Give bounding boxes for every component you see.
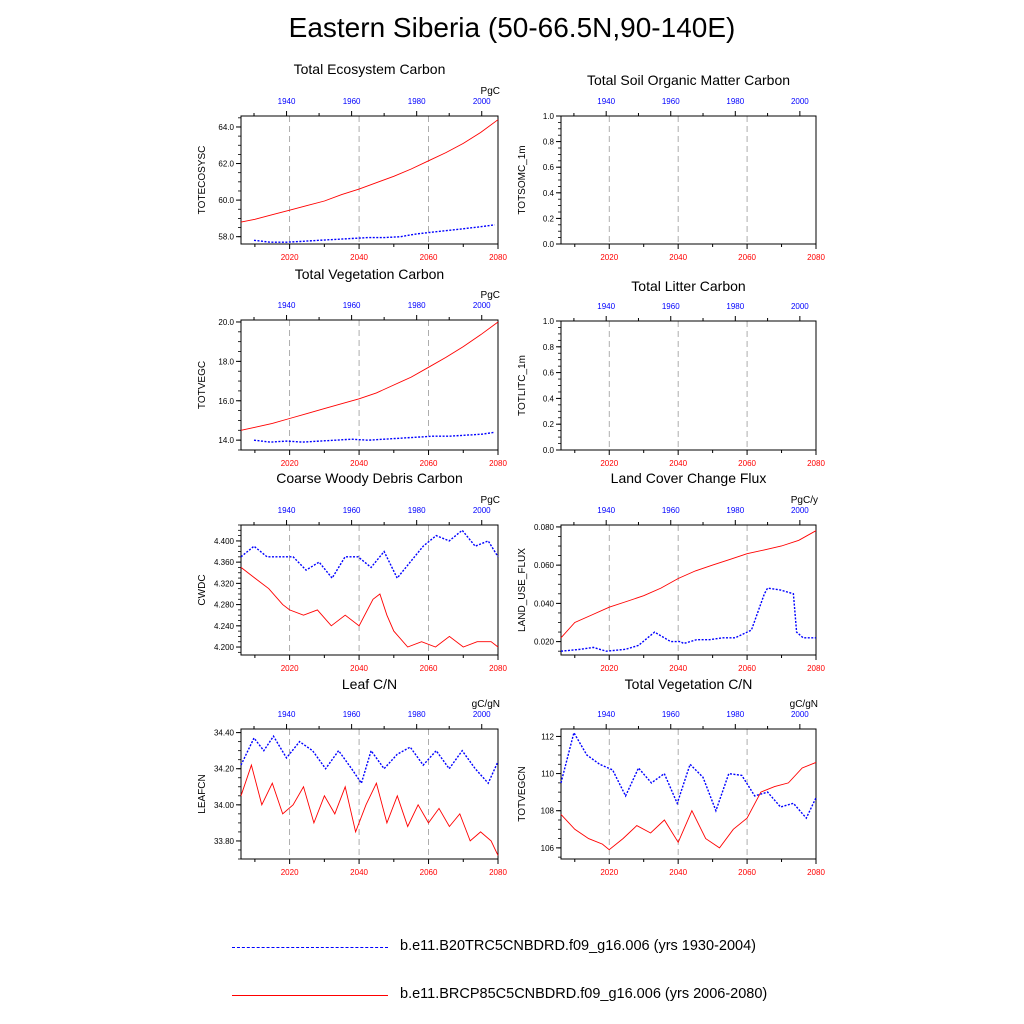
y-axis-label: TOTLITC_1m xyxy=(517,355,528,416)
units-label: gC/gN xyxy=(789,699,818,710)
y-tick-label: 0.4 xyxy=(542,188,554,198)
y-tick-label: 0.060 xyxy=(533,561,554,571)
y-axis-label: CWDC xyxy=(197,574,208,606)
units-label: gC/gN xyxy=(471,699,500,710)
x-tick-label-bottom: 2060 xyxy=(419,868,438,877)
y-tick-label: 34.20 xyxy=(213,764,234,774)
x-tick-label-top: 1980 xyxy=(407,97,426,106)
x-tick-label-bottom: 2060 xyxy=(419,664,438,673)
y-axis-label: LAND_USE_FLUX xyxy=(517,548,528,632)
x-tick-label-bottom: 2080 xyxy=(489,459,507,468)
chart-title: Leaf C/N xyxy=(341,676,398,692)
x-tick-label-top: 1980 xyxy=(407,710,426,719)
x-tick-label-bottom: 2060 xyxy=(738,664,756,673)
series-line-historical xyxy=(254,432,495,442)
y-tick-label: 1.0 xyxy=(542,317,554,326)
series-line-future xyxy=(241,322,498,430)
x-tick-label-top: 1960 xyxy=(342,97,361,106)
y-tick-label: 0.020 xyxy=(533,637,554,647)
x-tick-label-bottom: 2040 xyxy=(350,868,368,877)
y-axis-label: TOTSOMC_1m xyxy=(517,145,528,215)
x-tick-label-top: 2000 xyxy=(472,301,491,310)
plot-frame xyxy=(241,525,498,655)
plot-frame xyxy=(241,729,498,859)
y-tick-label: 33.80 xyxy=(213,836,234,846)
y-tick-label: 60.0 xyxy=(218,196,234,206)
chart-title: Total Litter Carbon xyxy=(631,278,746,294)
y-tick-label: 0.080 xyxy=(533,522,554,532)
series-line-historical xyxy=(561,588,816,651)
series-line-future xyxy=(241,567,498,647)
x-tick-label-bottom: 2060 xyxy=(419,459,438,468)
chart-panel-1 xyxy=(517,72,825,262)
x-tick-label-bottom: 2020 xyxy=(280,664,299,673)
legend-label-historical: b.e11.B20TRC5CNBDRD.f09_g16.006 (yrs 1930-2004) xyxy=(400,938,756,954)
x-tick-label-top: 2000 xyxy=(472,710,491,719)
y-tick-label: 0.0 xyxy=(542,240,554,249)
chart-title: Total Ecosystem Carbon xyxy=(293,61,446,77)
x-tick-label-top: 1960 xyxy=(661,302,680,311)
x-tick-label-bottom: 2080 xyxy=(807,868,825,877)
x-tick-label-bottom: 2080 xyxy=(807,459,825,468)
chart-panel-0 xyxy=(197,61,507,262)
x-tick-label-bottom: 2040 xyxy=(350,459,368,468)
units-label: PgC xyxy=(480,290,500,301)
x-tick-label-bottom: 2040 xyxy=(669,253,688,262)
chart-title: Land Cover Change Flux xyxy=(610,470,767,486)
y-tick-label: 14.0 xyxy=(218,436,234,446)
x-tick-label-top: 1980 xyxy=(726,710,745,719)
y-tick-label: 4.280 xyxy=(213,600,234,610)
y-tick-label: 0.2 xyxy=(542,214,554,224)
x-tick-label-bottom: 2020 xyxy=(600,868,619,877)
y-tick-label: 0.0 xyxy=(542,446,554,455)
y-tick-label: 34.40 xyxy=(213,728,234,738)
y-tick-label: 108 xyxy=(540,806,554,816)
x-tick-label-top: 1980 xyxy=(726,97,745,106)
y-tick-label: 16.0 xyxy=(218,396,234,406)
legend-label-future: b.e11.BRCP85C5CNBDRD.f09_g16.006 (yrs 2006-2080) xyxy=(400,986,768,1002)
y-tick-label: 4.360 xyxy=(213,558,234,568)
y-tick-label: 64.0 xyxy=(218,122,234,132)
x-tick-label-top: 2000 xyxy=(790,302,809,311)
x-tick-label-bottom: 2080 xyxy=(489,664,507,673)
x-tick-label-bottom: 2040 xyxy=(350,664,368,673)
x-tick-label-top: 1960 xyxy=(342,301,361,310)
x-tick-label-bottom: 2060 xyxy=(738,253,756,262)
x-tick-label-bottom: 2060 xyxy=(419,253,438,262)
x-tick-label-bottom: 2020 xyxy=(600,664,619,673)
x-tick-label-top: 1940 xyxy=(277,710,296,719)
y-tick-label: 110 xyxy=(541,769,554,779)
series-line-future xyxy=(241,765,498,855)
x-tick-label-top: 1940 xyxy=(277,301,296,310)
units-label: PgC/y xyxy=(790,495,818,506)
y-tick-label: 0.6 xyxy=(542,163,554,173)
y-tick-label: 4.200 xyxy=(213,643,234,653)
units-label: PgC xyxy=(480,495,500,506)
x-tick-label-top: 2000 xyxy=(472,506,491,515)
plot-frame xyxy=(561,729,816,859)
y-tick-label: 0.6 xyxy=(542,368,554,378)
x-tick-label-bottom: 2080 xyxy=(807,664,825,673)
chart-panel-2 xyxy=(197,266,507,468)
x-tick-label-top: 1940 xyxy=(277,506,296,515)
x-tick-label-bottom: 2080 xyxy=(807,253,825,262)
x-tick-label-top: 1940 xyxy=(277,97,296,106)
y-tick-label: 18.0 xyxy=(218,357,234,367)
x-tick-label-bottom: 2080 xyxy=(489,253,507,262)
x-tick-label-bottom: 2060 xyxy=(738,868,756,877)
legend xyxy=(0,920,1024,1020)
y-tick-label: 4.400 xyxy=(213,536,234,546)
plot-frame xyxy=(241,116,498,244)
x-tick-label-top: 1980 xyxy=(726,506,745,515)
x-tick-label-top: 1960 xyxy=(661,506,680,515)
y-tick-label: 0.4 xyxy=(542,394,554,404)
y-tick-label: 0.8 xyxy=(542,342,554,352)
y-tick-label: 0.2 xyxy=(542,420,554,430)
x-tick-label-bottom: 2020 xyxy=(600,253,619,262)
y-axis-label: LEAFCN xyxy=(197,774,208,814)
chart-title: Total Soil Organic Matter Carbon xyxy=(586,72,791,88)
x-tick-label-bottom: 2060 xyxy=(738,459,756,468)
chart-title: Total Vegetation C/N xyxy=(624,676,753,692)
y-axis-label: TOTVEGCN xyxy=(517,766,528,822)
plot-frame xyxy=(241,320,498,450)
x-tick-label-top: 1940 xyxy=(597,710,616,719)
y-tick-label: 34.00 xyxy=(213,800,234,810)
x-tick-label-top: 2000 xyxy=(790,710,809,719)
x-tick-label-top: 1960 xyxy=(661,97,680,106)
x-tick-label-bottom: 2040 xyxy=(669,459,688,468)
x-tick-label-top: 1940 xyxy=(597,506,616,515)
chart-panel-3 xyxy=(517,278,825,468)
chart-title: Coarse Woody Debris Carbon xyxy=(276,470,463,486)
x-tick-label-bottom: 2040 xyxy=(669,868,688,877)
x-tick-label-top: 1960 xyxy=(342,710,361,719)
chart-panel-4 xyxy=(197,470,507,673)
x-tick-label-top: 2000 xyxy=(790,97,809,106)
y-tick-label: 62.0 xyxy=(218,159,234,169)
y-tick-label: 58.0 xyxy=(218,232,234,242)
chart-panel-6 xyxy=(197,676,507,877)
x-tick-label-top: 1980 xyxy=(726,302,745,311)
x-tick-label-top: 1960 xyxy=(342,506,361,515)
legend-swatch-historical xyxy=(232,947,388,948)
y-tick-label: 0.040 xyxy=(533,599,554,609)
series-line-future xyxy=(561,531,816,638)
plot-frame xyxy=(561,321,816,450)
series-line-future xyxy=(561,762,816,849)
plot-frame xyxy=(561,116,816,244)
x-tick-label-bottom: 2020 xyxy=(280,868,299,877)
chart-panel-5 xyxy=(517,470,825,673)
x-tick-label-top: 2000 xyxy=(790,506,809,515)
y-tick-label: 4.320 xyxy=(213,579,234,589)
x-tick-label-bottom: 2040 xyxy=(350,253,368,262)
x-tick-label-top: 1980 xyxy=(407,506,426,515)
page-title: Eastern Siberia (50-66.5N,90-140E) xyxy=(288,12,736,43)
x-tick-label-bottom: 2020 xyxy=(280,459,299,468)
chart-title: Total Vegetation Carbon xyxy=(294,266,445,282)
y-tick-label: 0.8 xyxy=(542,137,554,147)
series-line-future xyxy=(241,120,498,222)
series-line-historical xyxy=(241,530,498,578)
x-tick-label-top: 1940 xyxy=(597,302,616,311)
legend-swatch-future xyxy=(232,995,388,996)
y-tick-label: 1.0 xyxy=(542,112,554,121)
chart-panel-7 xyxy=(517,676,825,877)
x-tick-label-bottom: 2020 xyxy=(280,253,299,262)
x-tick-label-top: 2000 xyxy=(472,97,491,106)
y-tick-label: 4.240 xyxy=(213,621,234,631)
y-tick-label: 20.0 xyxy=(218,317,234,327)
x-tick-label-top: 1980 xyxy=(407,301,426,310)
x-tick-label-top: 1940 xyxy=(597,97,616,106)
y-axis-label: TOTVEGC xyxy=(197,360,208,410)
series-line-historical xyxy=(561,733,816,818)
x-tick-label-bottom: 2040 xyxy=(669,664,688,673)
y-tick-label: 106 xyxy=(540,843,554,853)
x-tick-label-bottom: 2020 xyxy=(600,459,619,468)
y-axis-label: TOTECOSYSC xyxy=(197,145,208,215)
x-tick-label-bottom: 2080 xyxy=(489,868,507,877)
plot-frame xyxy=(561,525,816,655)
series-line-historical xyxy=(254,225,495,242)
x-tick-label-top: 1960 xyxy=(661,710,680,719)
series-line-historical xyxy=(241,736,498,783)
y-tick-label: 112 xyxy=(541,732,554,742)
units-label: PgC xyxy=(480,86,500,97)
